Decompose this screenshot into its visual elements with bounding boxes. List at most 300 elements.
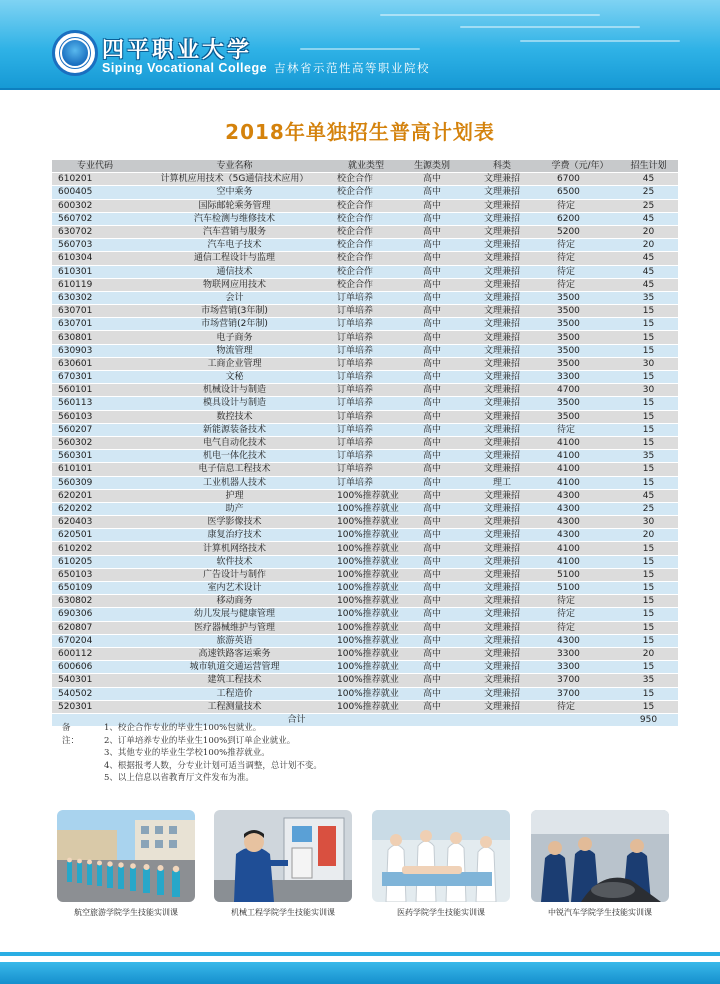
cell-employment-type: 100%推荐就业 [331, 635, 401, 647]
cell-subject: 文理兼招 [463, 701, 541, 713]
cell-tuition: 4100 [541, 542, 619, 554]
cell-code: 540502 [52, 688, 138, 700]
cell-name: 电子商务 [138, 331, 331, 343]
cell-source: 高中 [401, 252, 463, 264]
cell-plan: 15 [619, 608, 678, 620]
cell-employment-type: 校企合作 [331, 226, 401, 238]
footer-stripe [0, 952, 720, 956]
cell-employment-type: 100%推荐就业 [331, 622, 401, 634]
photo-aviation-training [57, 810, 195, 902]
cell-subject: 文理兼招 [463, 582, 541, 594]
cell-plan: 45 [619, 266, 678, 278]
cell-code: 610202 [52, 542, 138, 554]
aviation-training-image [57, 810, 195, 902]
cell-employment-type: 订单培养 [331, 424, 401, 436]
cell-source: 高中 [401, 635, 463, 647]
cell-name: 高速铁路客运乘务 [138, 648, 331, 660]
cell-name: 移动商务 [138, 595, 331, 607]
cell-source: 高中 [401, 331, 463, 343]
cell-plan: 15 [619, 437, 678, 449]
table-row [52, 503, 678, 515]
cell-employment-type: 校企合作 [331, 279, 401, 291]
cell-source: 高中 [401, 371, 463, 383]
cell-name: 市场营销(3年制) [138, 305, 331, 317]
cell-employment-type: 校企合作 [331, 186, 401, 198]
cell-plan: 15 [619, 318, 678, 330]
cell-source: 高中 [401, 239, 463, 251]
cell-tuition: 3500 [541, 305, 619, 317]
cell-tuition: 待定 [541, 266, 619, 278]
cell-subject: 文理兼招 [463, 556, 541, 568]
table-row [52, 674, 678, 686]
cell-plan: 15 [619, 331, 678, 343]
cell-source: 高中 [401, 279, 463, 291]
cell-employment-type: 校企合作 [331, 239, 401, 251]
cell-tuition: 5100 [541, 569, 619, 581]
cell-source: 高中 [401, 173, 463, 185]
cell-tuition: 3500 [541, 345, 619, 357]
column-header-source: 生源类别 [401, 160, 463, 172]
school-logo-emblem-icon [60, 38, 90, 68]
table-row [52, 411, 678, 423]
cell-tuition: 5100 [541, 582, 619, 594]
cell-source: 高中 [401, 701, 463, 713]
cell-name: 电气自动化技术 [138, 437, 331, 449]
cell-source: 高中 [401, 186, 463, 198]
cell-plan: 15 [619, 622, 678, 634]
cell-tuition: 待定 [541, 622, 619, 634]
table-row [52, 226, 678, 238]
cell-name: 物联网应用技术 [138, 279, 331, 291]
cell-subject: 文理兼招 [463, 371, 541, 383]
cell-code: 630701 [52, 318, 138, 330]
cell-plan: 45 [619, 490, 678, 502]
cell-plan: 20 [619, 239, 678, 251]
cell-source: 高中 [401, 384, 463, 396]
cell-subject: 文理兼招 [463, 226, 541, 238]
table-row [52, 266, 678, 278]
cell-code: 610304 [52, 252, 138, 264]
table-row [52, 542, 678, 554]
header-decor-streak [460, 26, 640, 28]
cell-subject: 文理兼招 [463, 305, 541, 317]
table-row [52, 582, 678, 594]
cell-tuition: 6700 [541, 173, 619, 185]
table-row [52, 595, 678, 607]
cell-code: 620202 [52, 503, 138, 515]
cell-code: 610119 [52, 279, 138, 291]
cell-source: 高中 [401, 542, 463, 554]
cell-subject: 文理兼招 [463, 688, 541, 700]
cell-tuition: 3500 [541, 318, 619, 330]
cell-name: 物流管理 [138, 345, 331, 357]
cell-source: 高中 [401, 688, 463, 700]
cell-plan: 45 [619, 252, 678, 264]
column-header-plan: 招生计划 [619, 160, 678, 172]
cell-tuition: 4100 [541, 477, 619, 489]
cell-source: 高中 [401, 608, 463, 620]
cell-name: 电子信息工程技术 [138, 463, 331, 475]
table-row [52, 450, 678, 462]
cell-code: 630601 [52, 358, 138, 370]
cell-plan: 15 [619, 477, 678, 489]
cell-plan: 15 [619, 305, 678, 317]
cell-name: 文秘 [138, 371, 331, 383]
photo-mechanical-training [214, 810, 352, 902]
cell-code: 630802 [52, 595, 138, 607]
cell-employment-type: 订单培养 [331, 450, 401, 462]
cell-code: 560207 [52, 424, 138, 436]
cell-code: 600112 [52, 648, 138, 660]
cell-code: 560301 [52, 450, 138, 462]
mechanical-training-image [214, 810, 352, 902]
cell-tuition: 4300 [541, 516, 619, 528]
photo-caption: 机械工程学院学生技能实训课 [231, 908, 335, 917]
cell-source: 高中 [401, 305, 463, 317]
cell-name: 汽车电子技术 [138, 239, 331, 251]
header-decor-streak [300, 48, 420, 50]
cell-plan: 25 [619, 503, 678, 515]
cell-plan: 35 [619, 292, 678, 304]
cell-tuition: 5200 [541, 226, 619, 238]
cell-tuition: 3500 [541, 331, 619, 343]
cell-source: 高中 [401, 437, 463, 449]
cell-tuition: 6200 [541, 213, 619, 225]
table-row [52, 292, 678, 304]
cell-subject: 文理兼招 [463, 252, 541, 264]
cell-name: 幼儿发展与健康管理 [138, 608, 331, 620]
cell-code: 630801 [52, 331, 138, 343]
cell-code: 600302 [52, 200, 138, 212]
table-row [52, 437, 678, 449]
table-row [52, 358, 678, 370]
cell-code: 630702 [52, 226, 138, 238]
cell-name: 计算机应用技术（5G通信技术应用） [138, 173, 331, 185]
cell-subject: 文理兼招 [463, 635, 541, 647]
cell-subject: 文理兼招 [463, 345, 541, 357]
total-label: 合计 [52, 714, 541, 726]
cell-plan: 35 [619, 674, 678, 686]
school-name-chinese: 四平职业大学 [102, 37, 253, 63]
notes-label: 备注： [62, 723, 80, 746]
cell-subject: 文理兼招 [463, 529, 541, 541]
note-item: 5、以上信息以省教育厅文件发布为准。 [104, 773, 254, 784]
cell-plan: 15 [619, 582, 678, 594]
cell-employment-type: 100%推荐就业 [331, 701, 401, 713]
cell-plan: 25 [619, 200, 678, 212]
cell-employment-type: 100%推荐就业 [331, 648, 401, 660]
column-header-subject: 科类 [463, 160, 541, 172]
cell-tuition: 3300 [541, 648, 619, 660]
cell-name: 医学影像技术 [138, 516, 331, 528]
cell-code: 650109 [52, 582, 138, 594]
cell-name: 机械设计与制造 [138, 384, 331, 396]
cell-code: 560702 [52, 213, 138, 225]
cell-source: 高中 [401, 648, 463, 660]
cell-tuition: 3500 [541, 397, 619, 409]
cell-plan: 15 [619, 635, 678, 647]
cell-employment-type: 订单培养 [331, 358, 401, 370]
table-row [52, 516, 678, 528]
cell-name: 汽车检测与维修技术 [138, 213, 331, 225]
cell-employment-type: 订单培养 [331, 318, 401, 330]
column-header-tuition: 学费（元/年） [541, 160, 619, 172]
photo-medical-training [372, 810, 510, 902]
table-body [52, 173, 678, 713]
cell-code: 610205 [52, 556, 138, 568]
cell-name: 工程造价 [138, 688, 331, 700]
cell-tuition: 3500 [541, 411, 619, 423]
cell-subject: 文理兼招 [463, 661, 541, 673]
photo-caption: 航空旅游学院学生技能实训课 [74, 908, 178, 917]
total-value: 950 [619, 714, 678, 726]
cell-name: 康复治疗技术 [138, 529, 331, 541]
cell-plan: 15 [619, 397, 678, 409]
cell-tuition: 3700 [541, 674, 619, 686]
automotive-training-image [531, 810, 669, 902]
cell-tuition: 3300 [541, 371, 619, 383]
cell-name: 旅游英语 [138, 635, 331, 647]
cell-name: 工商企业管理 [138, 358, 331, 370]
cell-source: 高中 [401, 595, 463, 607]
table-row [52, 305, 678, 317]
cell-code: 560309 [52, 477, 138, 489]
table-row [52, 318, 678, 330]
cell-source: 高中 [401, 266, 463, 278]
table-row [52, 529, 678, 541]
cell-subject: 文理兼招 [463, 503, 541, 515]
header-decor-streak [380, 14, 600, 16]
header-slogan: 吉林省示范性高等职业院校 [274, 61, 430, 75]
table-row [52, 173, 678, 185]
cell-source: 高中 [401, 318, 463, 330]
cell-source: 高中 [401, 529, 463, 541]
cell-subject: 文理兼招 [463, 173, 541, 185]
table-row [52, 477, 678, 489]
cell-plan: 20 [619, 648, 678, 660]
cell-code: 610201 [52, 173, 138, 185]
cell-subject: 文理兼招 [463, 595, 541, 607]
cell-tuition: 3500 [541, 358, 619, 370]
cell-source: 高中 [401, 358, 463, 370]
photo-caption: 医药学院学生技能实训课 [397, 908, 485, 917]
photo-automotive-training [531, 810, 669, 902]
table-row [52, 200, 678, 212]
column-header-employment-type: 就业类型 [331, 160, 401, 172]
table-row [52, 608, 678, 620]
cell-source: 高中 [401, 674, 463, 686]
cell-name: 数控技术 [138, 411, 331, 423]
cell-code: 520301 [52, 701, 138, 713]
cell-plan: 15 [619, 569, 678, 581]
cell-code: 600606 [52, 661, 138, 673]
cell-code: 620201 [52, 490, 138, 502]
cell-code: 560113 [52, 397, 138, 409]
cell-plan: 30 [619, 516, 678, 528]
cell-subject: 文理兼招 [463, 608, 541, 620]
header-divider [0, 88, 720, 90]
cell-tuition: 4700 [541, 384, 619, 396]
cell-name: 软件技术 [138, 556, 331, 568]
cell-tuition: 4100 [541, 556, 619, 568]
cell-tuition: 3300 [541, 661, 619, 673]
cell-employment-type: 校企合作 [331, 213, 401, 225]
cell-code: 610101 [52, 463, 138, 475]
cell-subject: 文理兼招 [463, 318, 541, 330]
cell-name: 室内艺术设计 [138, 582, 331, 594]
cell-subject: 文理兼招 [463, 648, 541, 660]
cell-subject: 文理兼招 [463, 331, 541, 343]
table-row [52, 331, 678, 343]
cell-name: 城市轨道交通运营管理 [138, 661, 331, 673]
cell-name: 汽车营销与服务 [138, 226, 331, 238]
cell-plan: 45 [619, 213, 678, 225]
cell-employment-type: 订单培养 [331, 371, 401, 383]
cell-source: 高中 [401, 397, 463, 409]
cell-code: 610301 [52, 266, 138, 278]
cell-name: 工业机器人技术 [138, 477, 331, 489]
cell-plan: 20 [619, 529, 678, 541]
cell-employment-type: 100%推荐就业 [331, 503, 401, 515]
cell-code: 560101 [52, 384, 138, 396]
cell-plan: 15 [619, 595, 678, 607]
cell-code: 650103 [52, 569, 138, 581]
cell-name: 机电一体化技术 [138, 450, 331, 462]
cell-tuition: 3500 [541, 292, 619, 304]
table-row [52, 213, 678, 225]
cell-subject: 文理兼招 [463, 213, 541, 225]
total-spacer [541, 714, 619, 726]
cell-employment-type: 订单培养 [331, 477, 401, 489]
cell-name: 助产 [138, 503, 331, 515]
note-item: 1、校企合作专业的毕业生100%包就业。 [104, 723, 262, 733]
cell-employment-type: 订单培养 [331, 411, 401, 423]
cell-tuition: 4300 [541, 490, 619, 502]
cell-name: 会计 [138, 292, 331, 304]
cell-code: 560103 [52, 411, 138, 423]
cell-plan: 15 [619, 542, 678, 554]
cell-source: 高中 [401, 424, 463, 436]
table-row [52, 279, 678, 291]
page-title: 2018年单独招生普高计划表 [225, 120, 495, 144]
cell-subject: 文理兼招 [463, 622, 541, 634]
cell-subject: 文理兼招 [463, 437, 541, 449]
table-row [52, 186, 678, 198]
cell-tuition: 4100 [541, 437, 619, 449]
cell-subject: 文理兼招 [463, 266, 541, 278]
table-row [52, 397, 678, 409]
page-header [0, 0, 720, 90]
table-row [52, 424, 678, 436]
cell-plan: 15 [619, 411, 678, 423]
cell-subject: 文理兼招 [463, 463, 541, 475]
table-row [52, 463, 678, 475]
school-name-english: Siping Vocational College [102, 61, 268, 75]
note-item: 4、根据报考人数，分专业计划可适当调整，总计划不变。 [104, 760, 322, 771]
cell-plan: 15 [619, 345, 678, 357]
cell-subject: 文理兼招 [463, 674, 541, 686]
column-header-name: 专业名称 [138, 160, 331, 172]
cell-name: 广告设计与制作 [138, 569, 331, 581]
cell-tuition: 待定 [541, 424, 619, 436]
cell-name: 通信技术 [138, 266, 331, 278]
cell-source: 高中 [401, 622, 463, 634]
cell-plan: 15 [619, 701, 678, 713]
cell-source: 高中 [401, 226, 463, 238]
cell-employment-type: 订单培养 [331, 305, 401, 317]
cell-plan: 15 [619, 463, 678, 475]
cell-employment-type: 100%推荐就业 [331, 556, 401, 568]
cell-name: 模具设计与制造 [138, 397, 331, 409]
cell-subject: 文理兼招 [463, 569, 541, 581]
note-item: 3、其他专业的毕业生学校100%推荐就业。 [104, 748, 270, 759]
cell-subject: 文理兼招 [463, 279, 541, 291]
cell-subject: 文理兼招 [463, 292, 541, 304]
cell-employment-type: 订单培养 [331, 292, 401, 304]
note-item: 2、订单培养专业的毕业生100%到订单企业就业。 [104, 735, 296, 746]
cell-subject: 文理兼招 [463, 516, 541, 528]
cell-name: 建筑工程技术 [138, 674, 331, 686]
cell-plan: 25 [619, 186, 678, 198]
cell-employment-type: 100%推荐就业 [331, 529, 401, 541]
cell-code: 620403 [52, 516, 138, 528]
cell-code: 560302 [52, 437, 138, 449]
cell-employment-type: 100%推荐就业 [331, 490, 401, 502]
cell-subject: 文理兼招 [463, 490, 541, 502]
table-row [52, 661, 678, 673]
cell-code: 690306 [52, 608, 138, 620]
cell-employment-type: 校企合作 [331, 252, 401, 264]
cell-tuition: 待定 [541, 279, 619, 291]
cell-subject: 文理兼招 [463, 450, 541, 462]
cell-employment-type: 100%推荐就业 [331, 569, 401, 581]
cell-employment-type: 100%推荐就业 [331, 516, 401, 528]
cell-source: 高中 [401, 213, 463, 225]
cell-tuition: 待定 [541, 252, 619, 264]
cell-source: 高中 [401, 463, 463, 475]
cell-subject: 文理兼招 [463, 186, 541, 198]
cell-tuition: 4100 [541, 450, 619, 462]
cell-employment-type: 订单培养 [331, 397, 401, 409]
cell-employment-type: 100%推荐就业 [331, 661, 401, 673]
photo-caption: 中锐汽车学院学生技能实训课 [548, 908, 652, 917]
cell-subject: 文理兼招 [463, 358, 541, 370]
cell-tuition: 待定 [541, 595, 619, 607]
cell-employment-type: 100%推荐就业 [331, 608, 401, 620]
cell-name: 医疗器械维护与管理 [138, 622, 331, 634]
cell-tuition: 待定 [541, 701, 619, 713]
cell-source: 高中 [401, 503, 463, 515]
table-row [52, 701, 678, 713]
cell-plan: 45 [619, 173, 678, 185]
cell-tuition: 4300 [541, 635, 619, 647]
cell-source: 高中 [401, 477, 463, 489]
table-row [52, 622, 678, 634]
cell-name: 新能源装备技术 [138, 424, 331, 436]
table-row [52, 490, 678, 502]
cell-source: 高中 [401, 411, 463, 423]
table-row [52, 384, 678, 396]
cell-employment-type: 校企合作 [331, 200, 401, 212]
cell-subject: 文理兼招 [463, 411, 541, 423]
cell-code: 630302 [52, 292, 138, 304]
cell-plan: 15 [619, 556, 678, 568]
table-row [52, 345, 678, 357]
cell-code: 620501 [52, 529, 138, 541]
cell-source: 高中 [401, 490, 463, 502]
cell-name: 工程测量技术 [138, 701, 331, 713]
cell-tuition: 3700 [541, 688, 619, 700]
